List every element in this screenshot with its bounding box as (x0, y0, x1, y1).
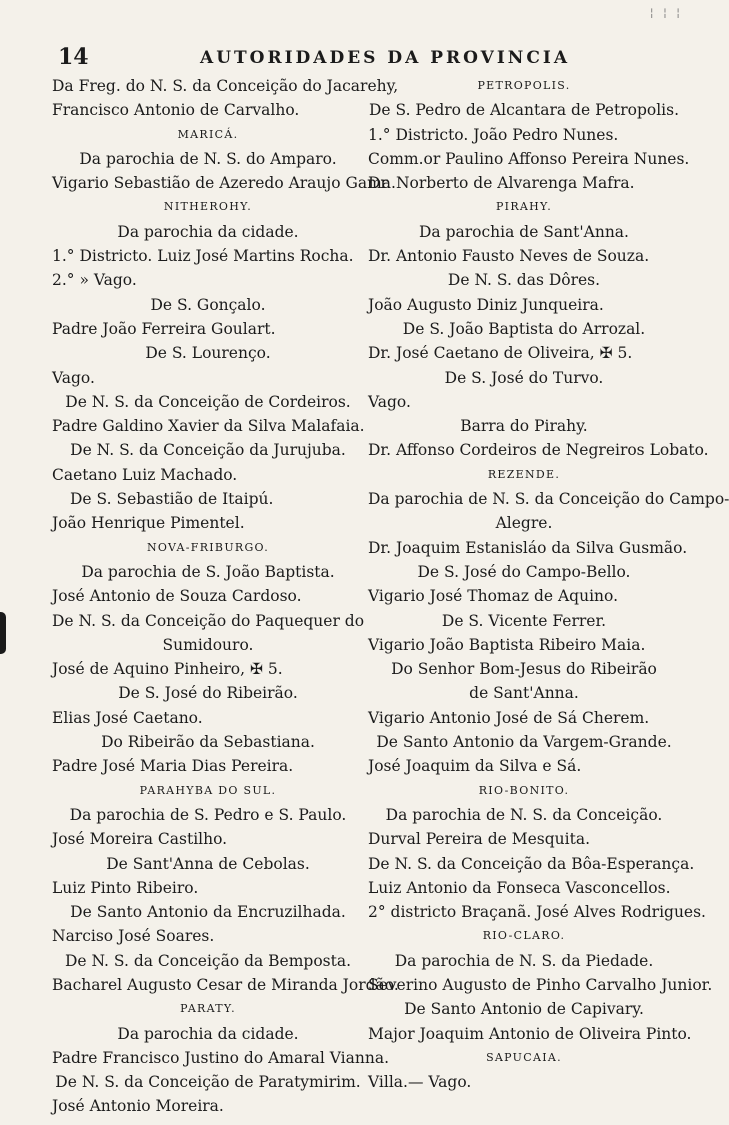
authority-entry: Caetano Luiz Machado. (52, 465, 238, 484)
authority-entry: João Augusto Diniz Junqueira. (368, 295, 604, 314)
authority-entry: Comm.or Paulino Affonso Pereira Nunes. (368, 149, 690, 168)
authority-entry: 2° districto Braçanã. José Alves Rodrigues. (368, 903, 706, 922)
authority-entry: Luiz Pinto Ribeiro. (52, 878, 199, 897)
parish-heading: De Santo Antonio da Vargem-Grande. (376, 733, 672, 752)
district-heading: RIO-BONITO. (478, 783, 570, 797)
district-heading: PARATY. (180, 1002, 236, 1016)
parish-heading: De S. José do Turvo. (444, 368, 604, 387)
right-column (368, 74, 729, 1094)
parish-heading: Do Ribeirão da Sebastiana. (101, 733, 315, 752)
parish-heading: De S. José do Ribeirão. (118, 684, 298, 703)
authority-entry: Major Joaquim Antonio de Oliveira Pinto. (368, 1024, 692, 1043)
authority-entry: Vigario João Baptista Ribeiro Maia. (368, 635, 646, 654)
parish-heading: de Sant'Anna. (469, 684, 579, 703)
running-title: AUTORIDADES DA PROVINCIA (200, 48, 571, 68)
authority-entry: Francisco Antonio de Carvalho. (52, 101, 300, 120)
authority-entry: Da Freg. do N. S. da Conceição do Jacarehy, (52, 77, 399, 95)
district-heading: NOVA-FRIBURGO. (146, 540, 270, 554)
authority-entry: Vigario Antonio José de Sá Cherem. (368, 708, 650, 727)
parish-heading: De S. João Baptista do Arrozal. (402, 319, 646, 338)
authority-entry: Bacharel Augusto Cesar de Miranda Jordão. (52, 975, 399, 994)
parish-heading: Da parochia de Sant'Anna. (419, 222, 629, 241)
authority-entry: Narciso José Soares. (52, 927, 215, 946)
parish-heading: Do Senhor Bom-Jesus do Ribeirão (391, 660, 657, 679)
authority-entry: Padre Galdino Xavier da Silva Malafaia. (52, 417, 365, 436)
parish-heading: Da parochia de N. S. do Amparo. (79, 149, 337, 168)
parish-heading: De N. S. da Conceição de Paratymirim. (55, 1073, 361, 1092)
parish-heading: Sumidouro. (162, 635, 254, 654)
authority-entry: De N. S. da Conceição da Bôa-Esperança. (368, 854, 695, 873)
authority-entry: José Moreira Castilho. (52, 830, 228, 849)
authority-entry: Padre Francisco Justino do Amaral Vianna. (52, 1048, 390, 1067)
parish-heading: Da parochia de N. S. da Piedade. (394, 951, 654, 970)
parish-heading: De N. S. da Conceição de Cordeiros. (65, 392, 351, 411)
parish-heading: De S. Lourenço. (145, 344, 271, 363)
parish-heading: De Santo Antonio de Capivary. (404, 1000, 644, 1019)
parish-heading: De S. Sebastião de Itaipú. (70, 490, 274, 509)
authority-entry: José Antonio de Souza Cardoso. (52, 587, 302, 606)
authority-entry: Villa.— Vago. (368, 1073, 472, 1092)
parish-heading: Alegre. (495, 514, 553, 533)
authority-entry: Severino Augusto de Pinho Carvalho Junior. (368, 975, 713, 994)
authority-entry: Padre José Maria Dias Pereira. (52, 757, 294, 776)
parish-heading: De Sant'Anna de Cebolas. (106, 854, 310, 873)
authority-entry: Luiz Antonio da Fonseca Vasconcellos. (368, 878, 671, 897)
page-number: 14 (58, 44, 89, 70)
parish-heading: De Santo Antonio da Encruzilhada. (70, 903, 346, 922)
authority-entry: Vigario José Thomaz de Aquino. (368, 587, 618, 606)
authority-entry: Elias José Caetano. (52, 708, 203, 727)
parish-heading: De S. Vicente Ferrer. (441, 611, 607, 630)
parish-heading: Da parochia da cidade. (117, 222, 299, 241)
page-header (50, 40, 571, 76)
authority-entry: Da parochia de N. S. da Conceição do Campo- (368, 490, 729, 509)
district-heading: MARICÁ. (177, 127, 239, 141)
authority-entry: João Henrique Pimentel. (52, 514, 245, 533)
district-heading: PARAHYBA DO SUL. (139, 783, 277, 797)
parish-heading: Da parochia de N. S. da Conceição. (385, 805, 663, 824)
authority-entry: Vago. (52, 368, 95, 387)
authority-entry: Padre João Ferreira Goulart. (52, 319, 276, 338)
parish-heading: Da parochia de S. João Baptista. (81, 562, 335, 581)
parish-heading: De N. S. da Conceição do Paquequer do (52, 611, 365, 630)
left-column (52, 74, 399, 1119)
district-heading: PETROPOLIS. (477, 79, 571, 92)
parish-heading: De N. S. da Conceição da Jurujuba. (70, 441, 346, 460)
district-heading: PIRAHY. (495, 200, 552, 214)
parish-heading: Da parochia da cidade. (117, 1024, 299, 1043)
district-heading: NITHEROHY. (163, 200, 253, 214)
authority-entry: Vigario Sebastião de Azeredo Araujo Gama. (52, 174, 396, 193)
parish-heading: Barra do Pirahy. (460, 417, 588, 436)
authority-entry: 1.° Districto. Luiz José Martins Rocha. (52, 247, 354, 266)
parish-heading: De S. José do Campo-Bello. (417, 562, 631, 581)
corner-marks: ¦ ¦ ¦ (649, 6, 683, 19)
parish-heading: Da parochia de S. Pedro e S. Paulo. (69, 805, 347, 824)
authority-entry: Vago. (368, 392, 411, 411)
authority-entry: Durval Pereira de Mesquita. (368, 830, 591, 849)
authority-entry: Dr. Norberto de Alvarenga Mafra. (368, 174, 635, 193)
authority-entry: José de Aquino Pinheiro, ✠ 5. (52, 660, 283, 679)
authority-entry: Dr. Affonso Cordeiros de Negreiros Lobato. (368, 441, 709, 460)
parish-heading: De S. Pedro de Alcantara de Petropolis. (368, 101, 679, 120)
parish-heading: De N. S. da Conceição da Bemposta. (64, 951, 352, 970)
authority-entry: 1.° Districto. João Pedro Nunes. (368, 125, 619, 144)
district-heading: RIO-CLARO. (482, 929, 566, 943)
authority-entry: Dr. Joaquim Estanisláo da Silva Gusmão. (368, 538, 688, 557)
authority-entry: Dr. José Caetano de Oliveira, ✠ 5. (368, 344, 633, 363)
authority-entry: José Joaquim da Silva e Sá. (368, 757, 582, 776)
parish-heading: De N. S. das Dôres. (447, 271, 601, 290)
parish-heading: De S. Gonçalo. (150, 295, 266, 314)
district-heading: REZENDE. (487, 467, 561, 481)
binding-ink-blot (0, 612, 6, 654)
authority-entry: 2.° » Vago. (52, 271, 137, 290)
authority-entry: José Antonio Moreira. (52, 1097, 224, 1116)
district-heading: SAPUCAIA. (486, 1050, 562, 1064)
authority-entry: Dr. Antonio Fausto Neves de Souza. (368, 247, 650, 266)
